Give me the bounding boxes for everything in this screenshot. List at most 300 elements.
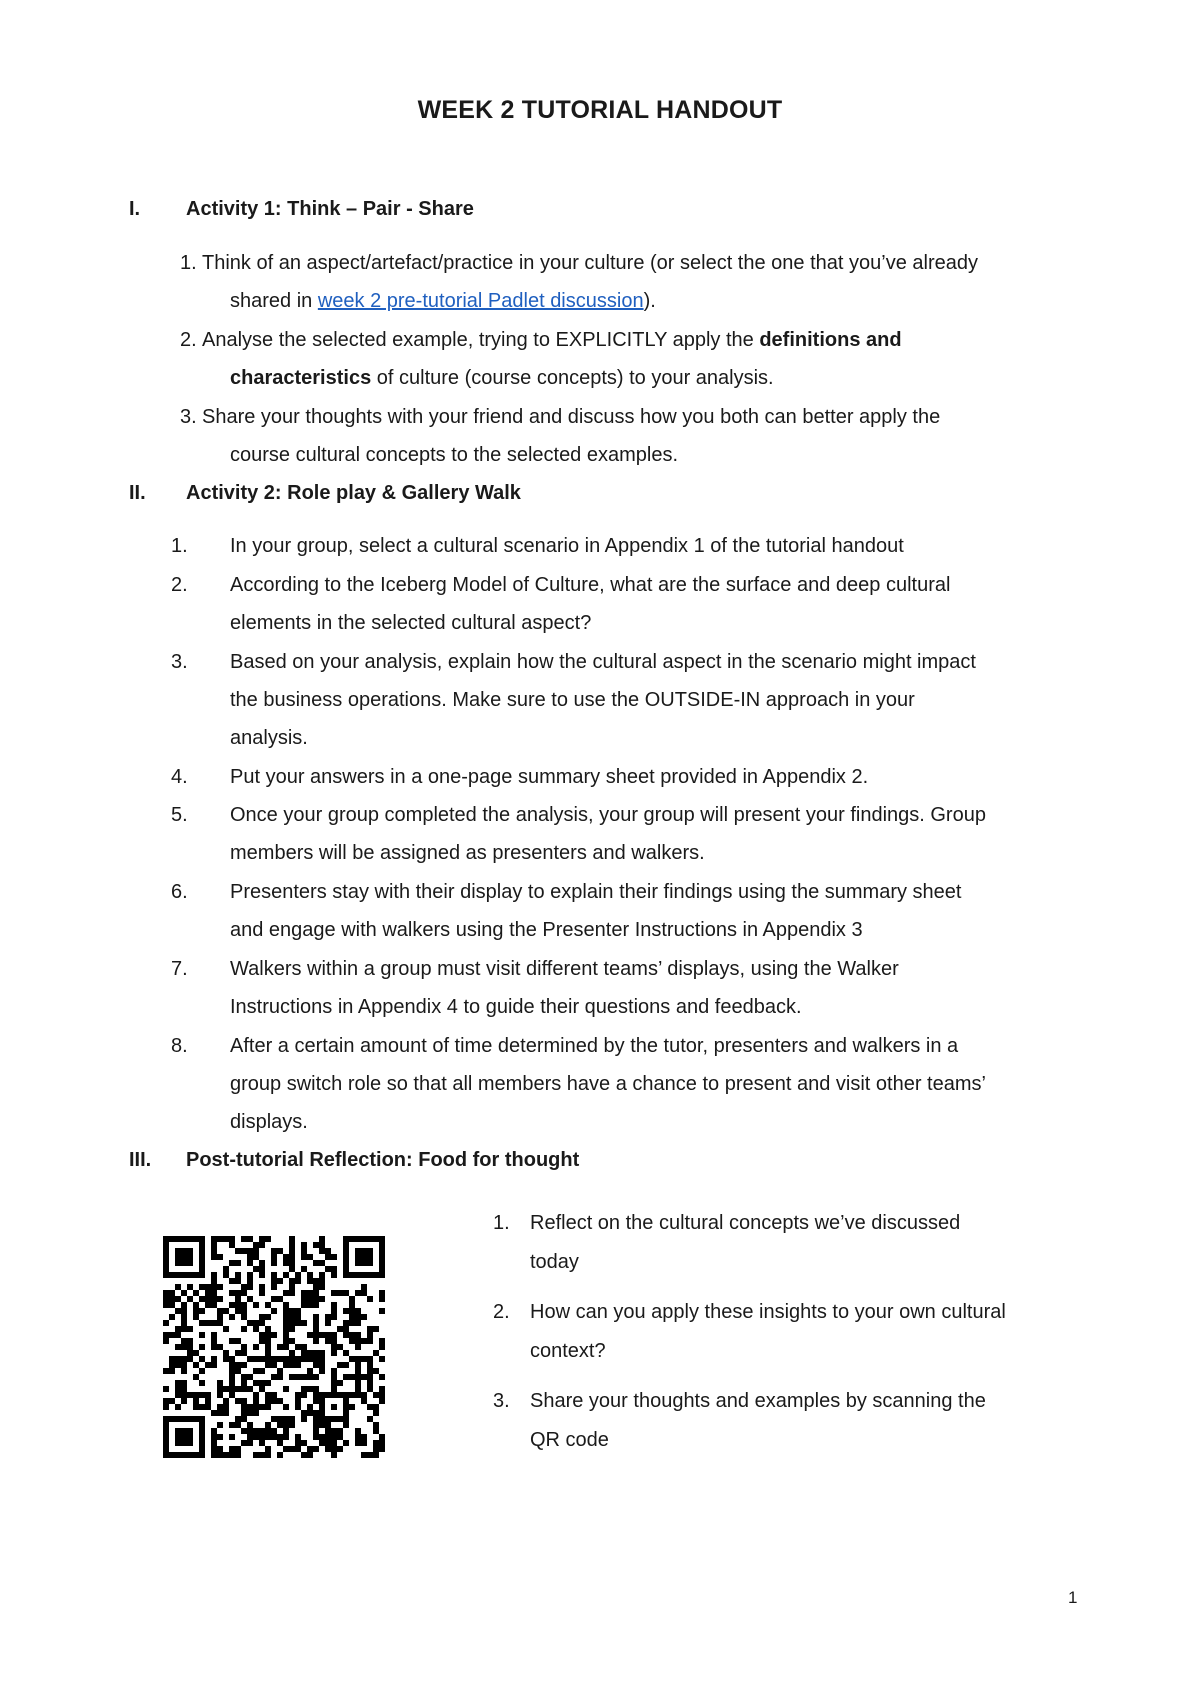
qr-module [271,1284,277,1290]
qr-module [181,1380,187,1386]
qr-module [343,1398,349,1404]
qr-module [259,1356,265,1362]
qr-module [163,1236,169,1242]
qr-module [343,1440,349,1446]
list-item-text: Walkers within a group must visit different teams’ displays, using the Walker [230,958,899,980]
qr-module [247,1410,253,1416]
qr-module [181,1260,187,1266]
qr-module [211,1332,217,1338]
qr-module [361,1290,367,1296]
list-item-text: How can you apply these insights to your own cultural [530,1301,1006,1323]
qr-module [169,1332,175,1338]
qr-module [373,1236,379,1242]
qr-module [223,1398,229,1404]
qr-module [277,1356,283,1362]
qr-module [379,1338,385,1344]
qr-module [271,1260,277,1266]
qr-module [229,1290,235,1296]
qr-module [319,1260,325,1266]
qr-module [301,1290,307,1296]
qr-module [181,1440,187,1446]
qr-module [361,1392,367,1398]
qr-module [319,1296,325,1302]
section-2-title: Activity 2: Role play & Gallery Walk [186,482,521,504]
qr-module [283,1416,289,1422]
qr-module [253,1248,259,1254]
qr-module [271,1434,277,1440]
qr-module [349,1236,355,1242]
qr-module [259,1434,265,1440]
qr-module [187,1326,193,1332]
qr-module [199,1356,205,1362]
qr-module [247,1374,253,1380]
qr-module [241,1440,247,1446]
qr-module [295,1446,301,1452]
qr-module [229,1452,235,1458]
qr-module [259,1452,265,1458]
qr-module [235,1308,241,1314]
qr-module [301,1242,307,1248]
qr-module [295,1362,301,1368]
qr-module [313,1386,319,1392]
qr-module [241,1308,247,1314]
qr-module [223,1236,229,1242]
qr-module [211,1446,217,1452]
list-item-number: 6. [171,881,188,903]
qr-module [367,1416,373,1422]
qr-module [241,1326,247,1332]
qr-module [223,1356,229,1362]
qr-module [355,1380,361,1386]
qr-module [283,1404,289,1410]
qr-module [355,1260,361,1266]
qr-code-icon[interactable] [163,1236,385,1458]
qr-module [187,1416,193,1422]
list-item-text: shared in week 2 pre-tutorial Padlet discussion). [230,290,656,312]
qr-module [199,1428,205,1434]
qr-module [241,1362,247,1368]
qr-module [307,1410,313,1416]
qr-module [253,1392,259,1398]
qr-module [211,1296,217,1302]
qr-module [259,1380,265,1386]
list-item-text: context? [530,1340,606,1362]
qr-module [271,1248,277,1254]
qr-module [361,1284,367,1290]
qr-module [325,1248,331,1254]
qr-module [361,1398,367,1404]
qr-module [163,1446,169,1452]
qr-module [259,1368,265,1374]
qr-module [205,1302,211,1308]
qr-module [193,1314,199,1320]
qr-module [283,1434,289,1440]
qr-module [211,1272,217,1278]
qr-module [355,1440,361,1446]
qr-module [361,1338,367,1344]
qr-module [193,1362,199,1368]
qr-module [229,1236,235,1242]
list-item-text: Reflect on the cultural concepts we’ve discussed [530,1212,961,1234]
qr-module [175,1236,181,1242]
qr-module [193,1236,199,1242]
qr-module [217,1284,223,1290]
qr-module [313,1350,319,1356]
qr-module [217,1386,223,1392]
qr-module [217,1410,223,1416]
qr-module [241,1302,247,1308]
qr-module [331,1368,337,1374]
qr-module [229,1374,235,1380]
qr-module [313,1428,319,1434]
qr-module [199,1260,205,1266]
qr-module [343,1416,349,1422]
qr-module [373,1368,379,1374]
qr-module [325,1392,331,1398]
qr-module [169,1368,175,1374]
qr-module [301,1350,307,1356]
qr-module [265,1332,271,1338]
qr-module [259,1428,265,1434]
qr-module [181,1248,187,1254]
qr-module [331,1374,337,1380]
list-item-text: Think of an aspect/artefact/practice in your culture (or select the one that you’ve already [202,252,978,274]
qr-module [265,1338,271,1344]
qr-module [337,1380,343,1386]
qr-module [301,1452,307,1458]
qr-module [253,1434,259,1440]
qr-module [307,1374,313,1380]
qr-module [301,1344,307,1350]
qr-module [253,1368,259,1374]
qr-module [163,1452,169,1458]
qr-module [313,1374,319,1380]
list-item-number: 1. [493,1212,510,1234]
qr-module [331,1446,337,1452]
qr-module [313,1314,319,1320]
list-item-number: 2. [493,1301,510,1323]
qr-module [217,1308,223,1314]
list-item-text: Once your group completed the analysis, your group will present your findings. Group [230,804,986,826]
qr-module [223,1404,229,1410]
qr-module [277,1440,283,1446]
qr-module [169,1290,175,1296]
qr-module [235,1452,241,1458]
qr-module [295,1278,301,1284]
qr-module [247,1260,253,1266]
qr-module [253,1380,259,1386]
qr-module [253,1356,259,1362]
qr-module [181,1428,187,1434]
qr-module [367,1296,373,1302]
qr-module [187,1428,193,1434]
qr-module [217,1446,223,1452]
qr-module [313,1362,319,1368]
qr-module [361,1248,367,1254]
qr-module [355,1290,361,1296]
qr-module [331,1254,337,1260]
qr-module [361,1434,367,1440]
qr-module [331,1404,337,1410]
qr-module [181,1392,187,1398]
qr-module [319,1356,325,1362]
qr-module [199,1392,205,1398]
qr-module [187,1296,193,1302]
qr-module [349,1308,355,1314]
qr-module [235,1290,241,1296]
qr-module [331,1380,337,1386]
qr-module [265,1404,271,1410]
padlet-discussion-link[interactable]: week 2 pre-tutorial Padlet discussion [317,290,644,312]
qr-module [361,1356,367,1362]
qr-module [301,1374,307,1380]
qr-module [319,1248,325,1254]
qr-module [271,1332,277,1338]
list-item-number: 8. [171,1035,188,1057]
list-item-number: 5. [171,804,188,826]
qr-module [253,1326,259,1332]
qr-module [181,1302,187,1308]
qr-module [295,1314,301,1320]
qr-module [313,1332,319,1338]
qr-module [199,1344,205,1350]
qr-module [229,1380,235,1386]
qr-module [355,1320,361,1326]
qr-module [379,1290,385,1296]
qr-module [265,1422,271,1428]
qr-module [241,1344,247,1350]
qr-module [349,1332,355,1338]
qr-module [247,1254,253,1260]
qr-module [187,1236,193,1242]
qr-module [253,1344,259,1350]
list-item-text: Analyse the selected example, trying to EXPLICITLY apply the definitions and [202,329,902,351]
qr-module [193,1416,199,1422]
qr-module [175,1260,181,1266]
qr-module [211,1440,217,1446]
qr-module [367,1260,373,1266]
qr-module [289,1254,295,1260]
qr-module [313,1392,319,1398]
qr-module [163,1338,169,1344]
qr-module [223,1272,229,1278]
qr-module [373,1440,379,1446]
list-item-number: 1. [171,535,188,557]
qr-module [355,1344,361,1350]
qr-module [325,1428,331,1434]
qr-module [313,1326,319,1332]
qr-module [325,1338,331,1344]
qr-module [163,1320,169,1326]
qr-module [277,1374,283,1380]
qr-module [367,1452,373,1458]
qr-module [229,1302,235,1308]
qr-module [307,1386,313,1392]
qr-module [193,1398,199,1404]
qr-module [319,1284,325,1290]
qr-module [277,1422,283,1428]
qr-module [187,1452,193,1458]
qr-module [175,1380,181,1386]
qr-module [307,1302,313,1308]
qr-module [289,1242,295,1248]
qr-module [301,1416,307,1422]
qr-module [373,1410,379,1416]
qr-module [247,1386,253,1392]
qr-module [283,1272,289,1278]
qr-module [187,1434,193,1440]
qr-module [373,1452,379,1458]
qr-module [229,1434,235,1440]
qr-module [259,1332,265,1338]
qr-module [331,1344,337,1350]
qr-module [229,1392,235,1398]
qr-module [313,1284,319,1290]
qr-module [211,1434,217,1440]
qr-module [175,1332,181,1338]
list-item-number: 3. [180,406,197,428]
qr-module [181,1290,187,1296]
qr-module [205,1284,211,1290]
qr-module [271,1392,277,1398]
qr-module [193,1308,199,1314]
qr-module [331,1338,337,1344]
qr-module [319,1398,325,1404]
qr-module [379,1254,385,1260]
qr-module [175,1284,181,1290]
qr-module [217,1314,223,1320]
list-item-text: elements in the selected cultural aspect? [230,612,592,634]
qr-module [187,1356,193,1362]
qr-module [169,1356,175,1362]
qr-module [229,1362,235,1368]
qr-module [265,1350,271,1356]
section-2-numeral: II. [129,482,146,504]
qr-module [301,1254,307,1260]
qr-module [163,1398,169,1404]
qr-module [319,1404,325,1410]
qr-module [379,1266,385,1272]
qr-module [331,1440,337,1446]
qr-module [319,1440,325,1446]
qr-module [181,1356,187,1362]
qr-module [277,1416,283,1422]
qr-module [181,1272,187,1278]
qr-module [313,1242,319,1248]
list-item-text: Presenters stay with their display to explain their findings using the summary sheet [230,881,962,903]
qr-module [307,1296,313,1302]
qr-module [313,1434,319,1440]
qr-module [175,1386,181,1392]
qr-module [367,1332,373,1338]
qr-module [283,1338,289,1344]
qr-module [211,1428,217,1434]
qr-module [163,1290,169,1296]
qr-module [337,1434,343,1440]
qr-module [259,1242,265,1248]
qr-module [163,1332,169,1338]
qr-module [271,1356,277,1362]
qr-module [367,1374,373,1380]
qr-module [355,1236,361,1242]
list-item-text: members will be assigned as presenters and walkers. [230,842,705,864]
qr-module [229,1386,235,1392]
qr-module [301,1296,307,1302]
qr-module [289,1422,295,1428]
qr-module [307,1368,313,1374]
qr-module [163,1302,169,1308]
qr-module [253,1404,259,1410]
qr-module [319,1392,325,1398]
qr-module [289,1308,295,1314]
qr-module [265,1398,271,1404]
qr-module [175,1452,181,1458]
qr-module [259,1404,265,1410]
qr-module [277,1248,283,1254]
qr-module [163,1422,169,1428]
qr-module [235,1278,241,1284]
qr-module [199,1320,205,1326]
qr-module [205,1296,211,1302]
qr-module [343,1272,349,1278]
qr-module [181,1320,187,1326]
list-item-number: 1. [180,252,197,274]
qr-module [235,1350,241,1356]
qr-module [361,1236,367,1242]
qr-module [289,1278,295,1284]
qr-module [379,1260,385,1266]
qr-module [229,1356,235,1362]
qr-module [295,1404,301,1410]
qr-module [355,1332,361,1338]
qr-module [271,1428,277,1434]
qr-module [379,1356,385,1362]
qr-module [307,1272,313,1278]
qr-module [187,1260,193,1266]
qr-module [211,1290,217,1296]
qr-module [235,1386,241,1392]
qr-module [169,1302,175,1308]
qr-module [193,1350,199,1356]
qr-module [367,1338,373,1344]
qr-module [181,1236,187,1242]
qr-module [163,1296,169,1302]
qr-module [295,1344,301,1350]
qr-module [355,1362,361,1368]
qr-module [193,1302,199,1308]
qr-module [193,1290,199,1296]
qr-module [199,1296,205,1302]
qr-module [199,1368,205,1374]
qr-module [199,1404,205,1410]
qr-module [229,1368,235,1374]
qr-module [277,1434,283,1440]
qr-module [349,1356,355,1362]
qr-module [289,1320,295,1326]
list-item-text: Instructions in Appendix 4 to guide their questions and feedback. [230,996,802,1018]
qr-module [379,1272,385,1278]
qr-module [181,1338,187,1344]
qr-module [361,1440,367,1446]
qr-module [199,1248,205,1254]
qr-module [355,1308,361,1314]
qr-module [271,1362,277,1368]
qr-module [235,1368,241,1374]
qr-module [367,1362,373,1368]
qr-module [355,1272,361,1278]
qr-module [175,1254,181,1260]
qr-module [205,1404,211,1410]
